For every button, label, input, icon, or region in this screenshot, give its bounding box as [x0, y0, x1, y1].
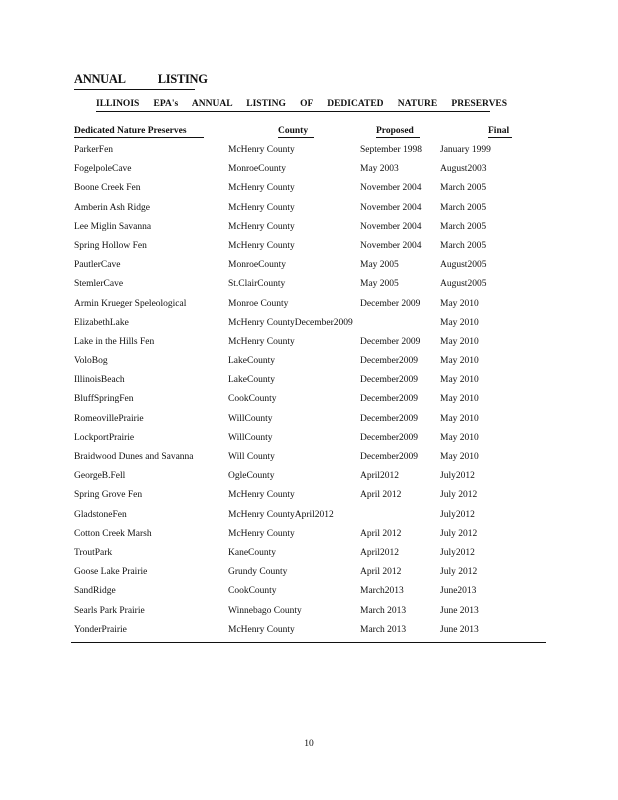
table-row	[0, 222, 618, 241]
county-cell: McHenry CountyDecember2009	[228, 317, 353, 328]
table-row	[0, 567, 618, 586]
table-row	[0, 299, 618, 318]
proposed-date: November 2004	[360, 240, 422, 251]
proposed-date: December2009	[360, 432, 419, 443]
proposed-date: December2009	[360, 375, 419, 386]
final-date: May 2010	[440, 452, 479, 462]
final-date: March 2005	[440, 183, 487, 194]
final-date: June 2013	[440, 624, 479, 635]
proposed-date: May 2003	[360, 164, 399, 175]
county-cell: Will County	[228, 452, 275, 462]
proposed-date: April 2012	[360, 490, 402, 501]
column-header-name: Dedicated Nature Preserves	[74, 126, 204, 138]
proposed-date: December2009	[360, 356, 419, 367]
preserve-name: Goose Lake Prairie	[74, 567, 148, 578]
preserve-name: BluffSpringFen	[74, 394, 134, 405]
final-date: March 2005	[440, 202, 487, 213]
table-row	[0, 548, 618, 567]
heading-word-2: LISTING	[157, 72, 208, 86]
table-row	[0, 394, 618, 413]
table-bottom-rule	[71, 642, 546, 643]
final-date: August2005	[440, 279, 487, 290]
final-date: May 2010	[440, 413, 479, 424]
preserves-table	[0, 145, 618, 644]
county-cell: McHenry County	[228, 490, 295, 501]
preserve-name: Cotton Creek Marsh	[74, 528, 152, 539]
county-cell: Monroe County	[228, 298, 289, 309]
preserve-name: PautlerCave	[74, 260, 121, 271]
preserve-name: VoloBog	[74, 356, 108, 367]
proposed-date: November 2004	[360, 221, 422, 232]
preserve-name: TroutPark	[74, 547, 113, 558]
annual-listing-heading	[74, 72, 208, 90]
table-row	[0, 433, 618, 452]
final-date: March 2005	[440, 221, 487, 232]
table-row	[0, 586, 618, 605]
proposed-date: May 2005	[360, 260, 399, 271]
table-row	[0, 260, 618, 279]
table-row	[0, 164, 618, 183]
proposed-date: May 2005	[360, 279, 399, 290]
county-cell: Winnebago County	[228, 605, 302, 616]
table-row	[0, 203, 618, 222]
preserve-name: Boone Creek Fen	[74, 183, 141, 194]
proposed-date: December 2009	[360, 336, 421, 347]
preserve-name: Lee Miglin Savanna	[74, 221, 152, 232]
county-cell: CookCounty	[228, 586, 277, 597]
final-date: March 2005	[440, 240, 487, 251]
preserve-name: IllinoisBeach	[74, 375, 125, 386]
county-cell: McHenry County	[228, 240, 295, 251]
preserve-name: Searls Park Prairie	[74, 605, 145, 616]
final-date: May 2010	[440, 375, 479, 386]
preserve-name: ElizabethLake	[74, 317, 129, 328]
final-date: June 2013	[440, 605, 479, 616]
final-date: July2012	[440, 509, 475, 520]
table-row	[0, 279, 618, 298]
preserve-name: Braidwood Dunes and Savanna	[74, 452, 194, 462]
preserve-name: StemlerCave	[74, 279, 124, 290]
table-row	[0, 452, 618, 471]
county-cell: LakeCounty	[228, 356, 275, 367]
table-row	[0, 145, 618, 164]
final-date: August2005	[440, 260, 487, 271]
proposed-date: December 2009	[360, 298, 421, 309]
proposed-date: September 1998	[360, 145, 423, 155]
table-row	[0, 625, 618, 644]
preserve-name: GladstoneFen	[74, 509, 127, 520]
preserve-name: Lake in the Hills Fen	[74, 336, 155, 347]
proposed-date: April2012	[360, 471, 400, 482]
county-cell: MonroeCounty	[228, 164, 287, 175]
proposed-date: March 2013	[360, 605, 407, 616]
final-date: August2003	[440, 164, 487, 175]
table-row	[0, 414, 618, 433]
final-date: May 2010	[440, 317, 479, 328]
column-header-final: Final	[488, 126, 512, 138]
final-date: July2012	[440, 471, 475, 482]
preserve-name: Spring Grove Fen	[74, 490, 143, 501]
final-date: January 1999	[440, 145, 491, 155]
final-date: July2012	[440, 547, 475, 558]
table-row	[0, 241, 618, 260]
table-row	[0, 356, 618, 375]
county-cell: OgleCounty	[228, 471, 275, 482]
county-cell: McHenry CountyApril2012	[228, 509, 334, 520]
column-header-county: County	[278, 126, 314, 138]
county-cell: WillCounty	[228, 432, 273, 443]
county-cell: CookCounty	[228, 394, 277, 405]
county-cell: Grundy County	[228, 567, 288, 578]
table-row	[0, 510, 618, 529]
table-row	[0, 529, 618, 548]
proposed-date: December2009	[360, 394, 419, 405]
preserve-name: YonderPrairie	[74, 624, 127, 635]
final-date: May 2010	[440, 298, 479, 309]
county-cell: McHenry County	[228, 624, 295, 635]
preserve-name: GeorgeB.Fell	[74, 471, 126, 482]
proposed-date: December2009	[360, 413, 419, 424]
table-row	[0, 490, 618, 509]
final-date: July 2012	[440, 567, 478, 578]
preserve-name: LockportPrairie	[74, 432, 135, 443]
county-cell: McHenry County	[228, 202, 295, 213]
county-cell: McHenry County	[228, 145, 295, 155]
table-row	[0, 337, 618, 356]
page-number: 10	[304, 739, 314, 749]
county-cell: LakeCounty	[228, 375, 275, 386]
table-row	[0, 375, 618, 394]
county-cell: McHenry County	[228, 183, 295, 194]
heading-word-1: ANNUAL	[74, 72, 126, 86]
final-date: July 2012	[440, 490, 478, 501]
proposed-date: November 2004	[360, 183, 422, 194]
proposed-date: March 2013	[360, 624, 407, 635]
final-date: July 2012	[440, 528, 478, 539]
county-cell: WillCounty	[228, 413, 273, 424]
final-date: May 2010	[440, 336, 479, 347]
proposed-date: April 2012	[360, 567, 402, 578]
preserve-name: ParkerFen	[74, 145, 114, 155]
preserve-name: FogelpoleCave	[74, 164, 132, 175]
proposed-date: December2009	[360, 452, 419, 462]
final-date: May 2010	[440, 356, 479, 367]
preserve-name: Spring Hollow Fen	[74, 240, 147, 251]
listing-subtitle	[96, 99, 508, 112]
county-cell: McHenry County	[228, 336, 295, 347]
proposed-date: March2013	[360, 586, 404, 597]
table-row	[0, 183, 618, 202]
proposed-date: April2012	[360, 547, 400, 558]
preserve-name: Armin Krueger Speleological	[74, 298, 187, 309]
county-cell: MonroeCounty	[228, 260, 287, 271]
table-row	[0, 606, 618, 625]
subtitle-text: ILLINOIS EPA's ANNUAL LISTING OF DEDICATED NATURE PRESERVES	[96, 99, 508, 109]
proposed-date: April 2012	[360, 528, 402, 539]
preserve-name: Amberin Ash Ridge	[74, 202, 150, 213]
county-cell: McHenry County	[228, 221, 295, 232]
final-date: May 2010	[440, 394, 479, 405]
proposed-date: November 2004	[360, 202, 422, 213]
county-cell: KaneCounty	[228, 547, 277, 558]
final-date: May 2010	[440, 432, 479, 443]
column-header-proposed: Proposed	[376, 126, 420, 138]
county-cell: St.ClairCounty	[228, 279, 286, 290]
final-date: June2013	[440, 586, 477, 597]
preserve-name: SandRidge	[74, 586, 116, 597]
table-row	[0, 471, 618, 490]
county-cell: McHenry County	[228, 528, 295, 539]
preserve-name: RomeovillePrairie	[74, 413, 144, 424]
table-row	[0, 318, 618, 337]
